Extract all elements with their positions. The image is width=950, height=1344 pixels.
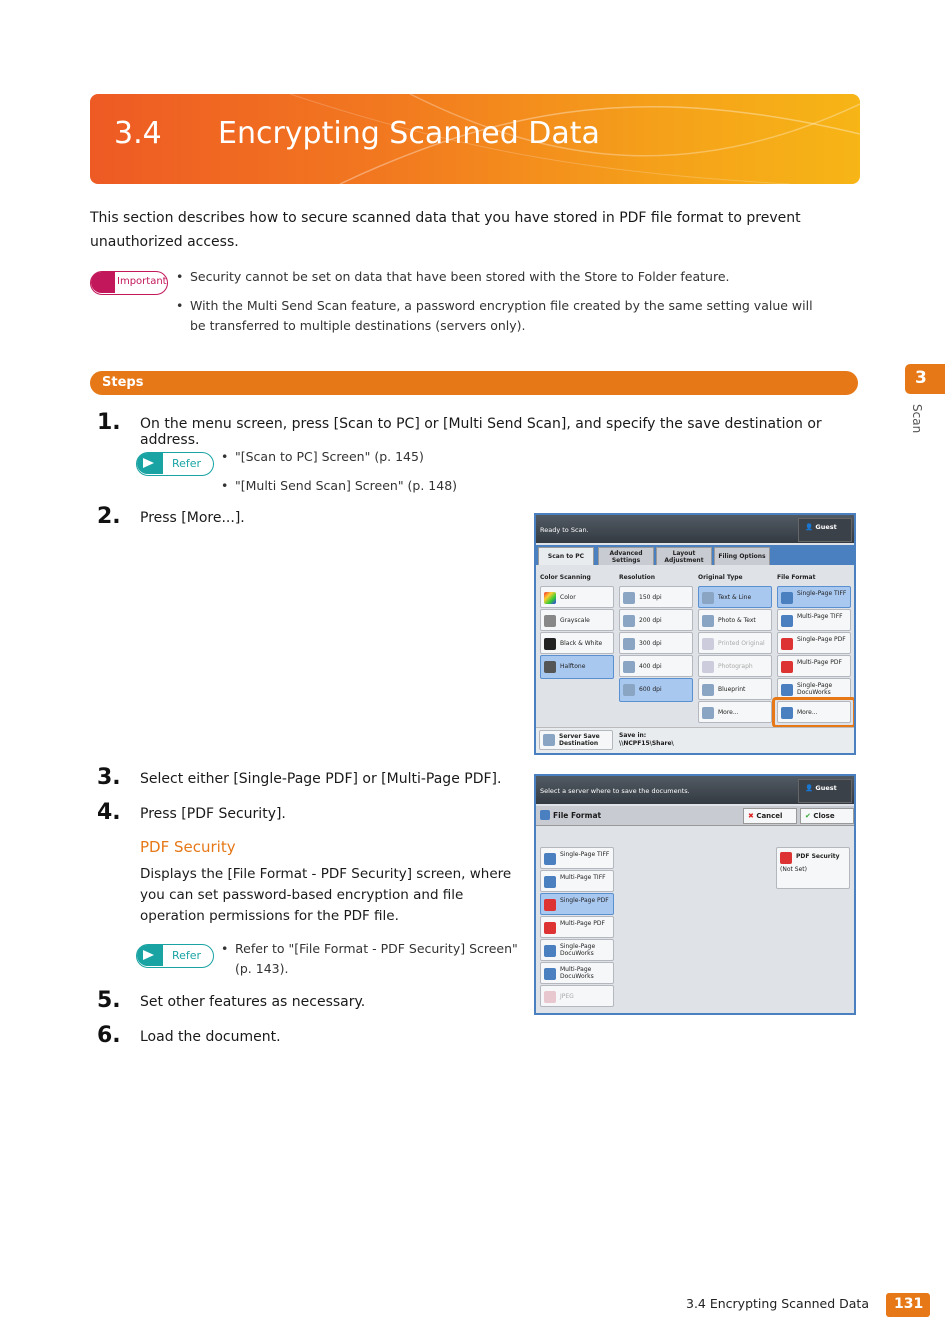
docuworks-icon [781,684,793,696]
tab-scan-to-pc[interactable]: Scan to PC [538,547,594,565]
chapter-number: 3 [915,368,927,388]
page-number-badge [886,1293,930,1317]
tiff-icon [544,876,556,888]
color-option[interactable]: Black & White [540,632,614,654]
resolution-option[interactable]: 150 dpi [619,586,693,608]
step-number: 5. [97,988,121,1013]
cancel-button[interactable]: ✖ Cancel [743,808,797,824]
file-format-icon [540,810,550,820]
step-text: Press [PDF Security]. [140,806,286,822]
photo-text-icon [702,615,714,627]
resolution-icon [623,592,635,604]
file-format-option[interactable]: Single-Page PDF [540,893,614,915]
color-option[interactable]: Halftone [540,655,614,679]
file-format-option[interactable]: Single-Page TIFF [777,586,851,608]
file-format-option[interactable]: Single-Page PDF [777,632,851,654]
color-icon [544,592,556,604]
refer-badge [136,452,214,476]
grayscale-icon [544,615,556,627]
blueprint-icon [702,684,714,696]
refer-list [221,939,521,988]
important-item: • Security cannot be set on data that have been stored with the Store to Folder feature. [176,267,816,287]
file-format-option[interactable]: Multi-Page TIFF [777,609,851,631]
tab-advanced-settings[interactable]: Advanced Settings [598,547,654,565]
more-icon [702,707,714,719]
jpeg-icon [544,991,556,1003]
tab-strip [536,545,854,565]
pdf-security-value: (Not Set) [780,866,807,873]
pdf-icon [544,922,556,934]
resolution-icon [623,661,635,673]
resolution-option[interactable]: 300 dpi [619,632,693,654]
important-list [176,267,816,345]
refer-list [221,447,521,505]
server-save-destination-button[interactable]: Server Save Destination [539,730,613,750]
step-text: Load the document. [140,1029,281,1045]
column-header: File Format [777,574,816,581]
refer-item: • "[Scan to PC] Screen" (p. 145) [221,447,521,467]
step-text: Press [More...]. [140,510,245,526]
original-type-option[interactable]: Printed Original [698,632,772,654]
pdf-security-button[interactable]: PDF Security (Not Set) [776,847,850,889]
file-format-option[interactable]: Multi-Page PDF [540,916,614,938]
section-title: Encrypting Scanned Data [218,116,600,151]
tiff-icon [544,853,556,865]
important-item: • With the Multi Send Scan feature, a password encryption file created by the same setting value will be transferred to multiple destinations (servers only). [176,296,816,336]
important-icon [91,272,115,293]
pdf-security-description: Displays the [File Format - PDF Security] screen, where you can set password-based encryption and file operation permissions for the PDF file. [140,866,512,924]
resolution-option[interactable]: 600 dpi [619,678,693,702]
file-format-more-button[interactable]: More... [777,701,851,723]
arrow-right-icon [137,453,163,474]
original-type-option[interactable]: Text & Line [698,586,772,608]
file-format-title-bar [536,806,854,826]
resolution-icon [623,684,635,696]
scan-to-pc-screen [534,513,856,755]
step-number: 4. [97,800,121,825]
color-option[interactable]: Grayscale [540,609,614,631]
save-in-label: Save in: [619,732,647,739]
column-header: Resolution [619,574,656,581]
guest-button[interactable]: 👤 Guest [798,779,852,803]
chapter-label: Scan [910,404,924,434]
step-number: 3. [97,765,121,790]
server-icon [543,734,555,746]
guest-label: Guest [815,523,837,531]
file-format-option[interactable]: Single-Page DocuWorks [777,678,851,700]
resolution-option[interactable]: 200 dpi [619,609,693,631]
page-number: 131 [894,1296,924,1312]
photograph-icon [702,661,714,673]
tab-layout-adjustment[interactable]: Layout Adjustment [656,547,712,565]
guest-button[interactable]: 👤 Guest [798,518,852,542]
file-format-option[interactable]: Single-Page TIFF [540,847,614,869]
save-in-path: \\NCPF15\Share\ [619,740,674,747]
refer-item: • "[Multi Send Scan] Screen" (p. 148) [221,476,521,496]
resolution-icon [623,615,635,627]
file-format-option[interactable]: Multi-Page DocuWorks [540,962,614,984]
status-bar [536,515,854,543]
refer-badge [136,944,214,968]
destination-bar [536,727,854,753]
black-white-icon [544,638,556,650]
halftone-icon [544,661,556,673]
pdf-icon [781,661,793,673]
pdf-security-heading: PDF Security [140,838,236,856]
more-button-highlight [772,697,856,728]
original-type-more-button[interactable]: More... [698,701,772,723]
step-text: Set other features as necessary. [140,994,366,1010]
docuworks-icon [544,968,556,980]
resolution-option[interactable]: 400 dpi [619,655,693,677]
pdf-icon [781,638,793,650]
steps-bar [90,371,858,395]
arrow-right-icon [137,945,163,966]
important-label: Important [117,276,167,287]
tiff-icon [781,592,793,604]
printed-original-icon [702,638,714,650]
column-header: Original Type [698,574,743,581]
file-format-option[interactable]: Multi-Page TIFF [540,870,614,892]
tab-filing-options[interactable]: Filing Options [714,547,770,565]
color-option[interactable]: Color [540,586,614,608]
file-format-option[interactable]: JPEG [540,985,614,1007]
refer-label: Refer [172,949,202,962]
status-message: Select a server where to save the documents. [540,787,690,795]
refer-item: • Refer to "[File Format - PDF Security] Screen" (p. 143). [221,939,521,979]
step-text: Select either [Single-Page PDF] or [Multi-Page PDF]. [140,771,502,787]
original-type-option[interactable]: Photo & Text [698,609,772,631]
pdf-icon [780,852,792,864]
original-type-option[interactable]: Photograph [698,655,772,677]
check-icon: ✔ [805,812,811,820]
file-format-option[interactable]: Multi-Page PDF [777,655,851,677]
section-header-banner [90,94,860,184]
footer-title: 3.4 Encrypting Scanned Data [686,1296,869,1311]
tiff-icon [781,615,793,627]
step-number: 1. [97,410,121,435]
column-header: Color Scanning [540,574,591,581]
file-format-screen [534,774,856,1015]
original-type-option[interactable]: Blueprint [698,678,772,700]
status-bar [536,776,854,804]
step-number: 2. [97,504,121,529]
close-button[interactable]: ✔ Close [800,808,854,824]
text-line-icon [702,592,714,604]
guest-label: Guest [815,784,837,792]
step-number: 6. [97,1023,121,1048]
close-icon: ✖ [748,812,754,820]
docuworks-icon [544,945,556,957]
file-format-option[interactable]: Single-Page DocuWorks [540,939,614,961]
refer-label: Refer [172,457,202,470]
steps-label: Steps [102,375,144,390]
resolution-icon [623,638,635,650]
status-message: Ready to Scan. [540,526,589,534]
pdf-icon [544,899,556,911]
important-badge [90,271,168,295]
section-number: 3.4 [114,116,162,151]
file-format-title: File Format [553,811,602,820]
step-text: On the menu screen, press [Scan to PC] or [Multi Send Scan], and specify the save destination or address. [140,416,822,448]
chapter-tab[interactable] [905,364,945,394]
intro-paragraph: This section describes how to secure scanned data that you have stored in PDF file format to prevent unauthorized access. [90,210,801,250]
